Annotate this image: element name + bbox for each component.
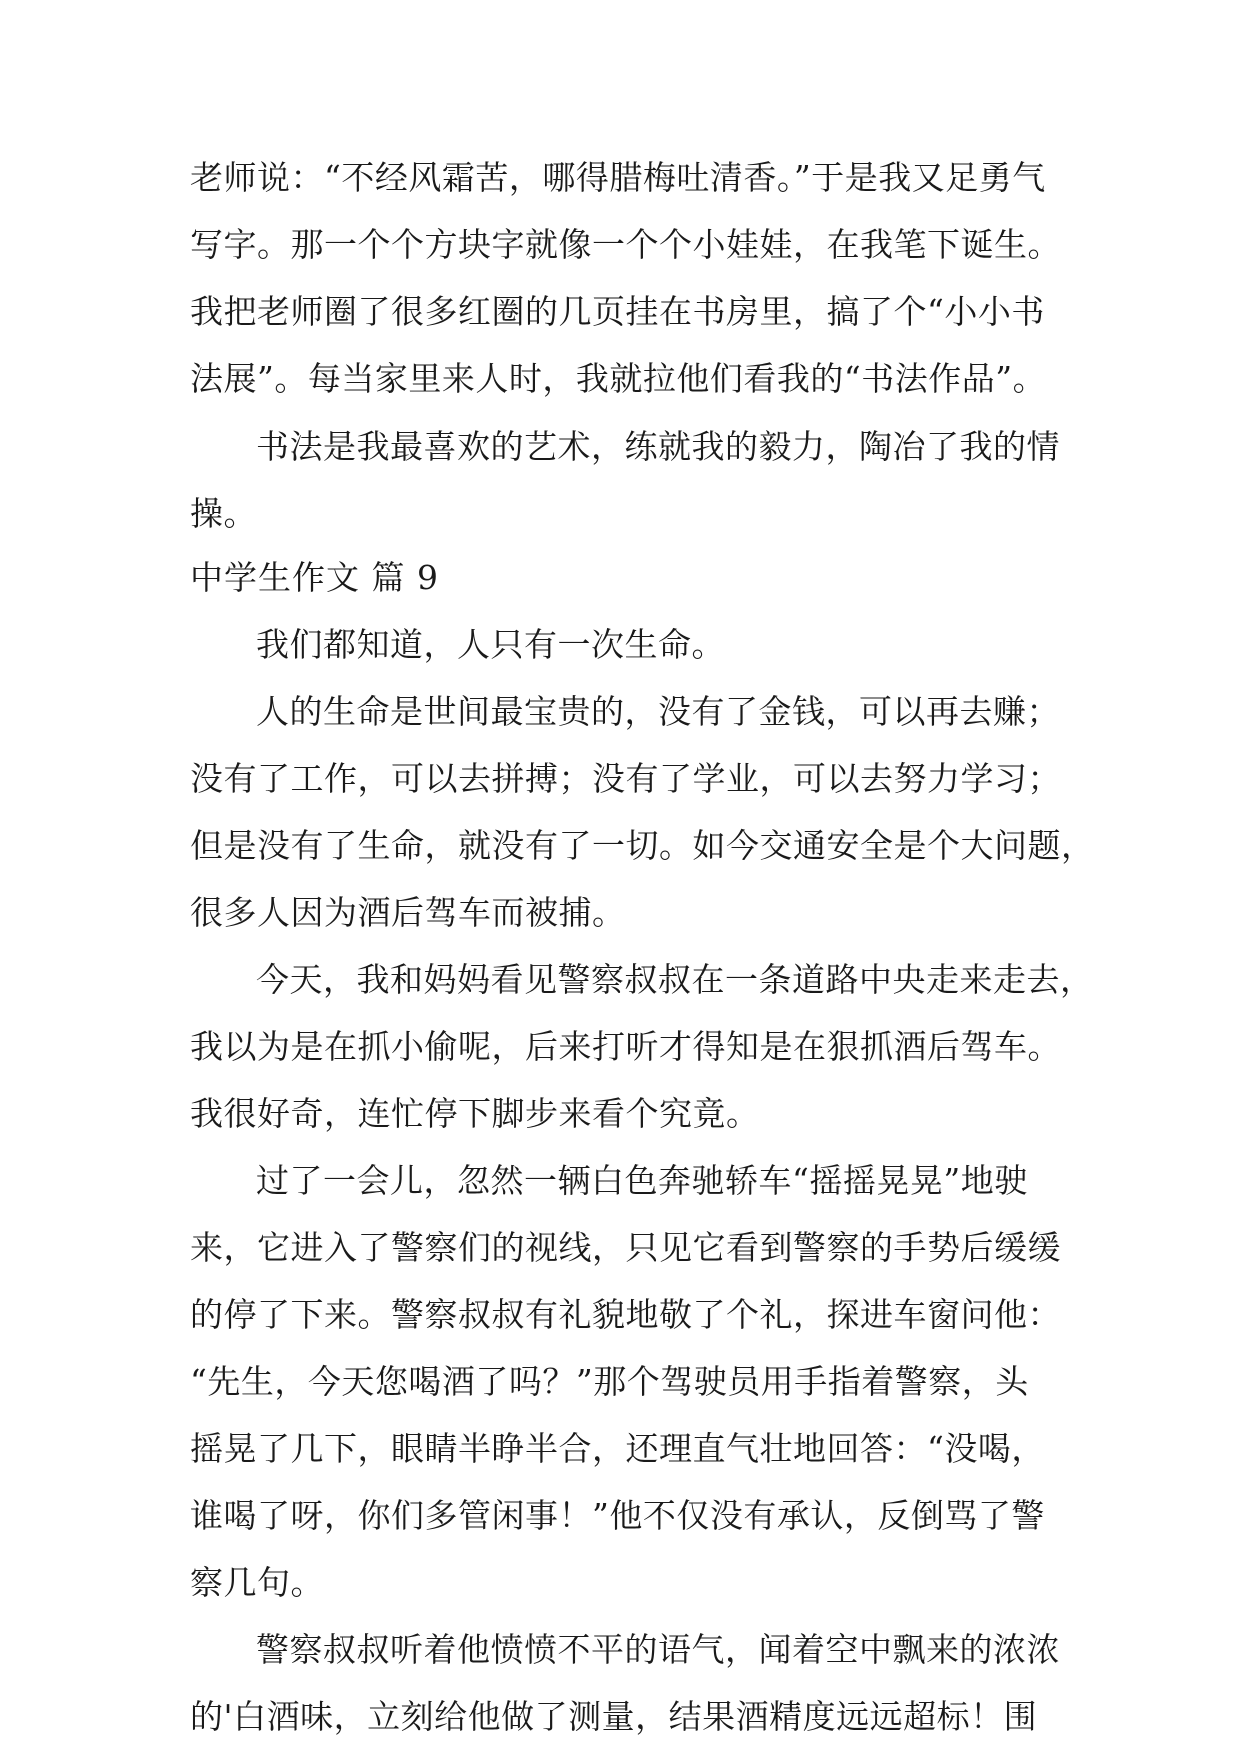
text-line: 我很好奇，连忙停下脚步来看个究竟。 (190, 1094, 760, 1133)
paragraph-start-line: 书法是我最喜欢的艺术，练就我的毅力，陶冶了我的情 (256, 427, 1060, 466)
text-line: 我把老师圈了很多红圈的几页挂在书房里，搞了个“小小书 (190, 292, 1045, 331)
text-line: 老师说：“不经风霜苦，哪得腊梅吐清香。”于是我又足勇气 (190, 158, 1046, 197)
text-line: 的停了下来。警察叔叔有礼貌地敬了个礼，探进车窗问他： (190, 1295, 1061, 1334)
paragraph-start-line: 警察叔叔听着他愤愤不平的语气，闻着空中飘来的浓浓 (256, 1630, 1060, 1669)
text-line: “先生，今天您喝酒了吗？”那个驾驶员用手指着警察，头 (190, 1362, 1029, 1401)
paragraph-start-line: 过了一会儿，忽然一辆白色奔驰轿车“摇摇晃晃”地驶 (256, 1161, 1028, 1200)
text-line: 没有了工作，可以去拼搏；没有了学业，可以去努力学习； (190, 759, 1061, 798)
text-line: 写字。那一个个方块字就像一个个小娃娃，在我笔下诞生。 (190, 225, 1061, 264)
text-line: 来，它进入了警察们的视线，只见它看到警察的手势后缓缓 (190, 1228, 1061, 1267)
text-line: 我以为是在抓小偷呢，后来打听才得知是在狠抓酒后驾车。 (190, 1027, 1061, 1066)
text-line: 察几句。 (190, 1563, 324, 1602)
text-line: 但是没有了生命，就没有了一切。如今交通安全是个大问题， (190, 826, 1095, 865)
paragraph-start-line: 人的生命是世间最宝贵的，没有了金钱，可以再去赚； (256, 692, 1060, 731)
text-line: 谁喝了呀，你们多管闲事！”他不仅没有承认，反倒骂了警 (190, 1496, 1045, 1535)
text-line: 很多人因为酒后驾车而被捕。 (190, 893, 626, 932)
text-line: 法展”。每当家里来人时，我就拉他们看我的“书法作品”。 (190, 359, 1047, 398)
text-line: 的'白酒味，立刻给他做了测量，结果酒精度远远超标！围 (190, 1697, 1038, 1736)
text-line: 摇晃了几下，眼睛半睁半合，还理直气壮地回答：“没喝， (190, 1429, 1045, 1468)
text-line: 操。 (190, 494, 257, 533)
paragraph-start-line: 我们都知道，人只有一次生命。 (256, 625, 725, 664)
paragraph-start-line: 今天，我和妈妈看见警察叔叔在一条道路中央走来走去， (256, 960, 1094, 999)
section-heading: 中学生作文 篇 9 (190, 558, 439, 597)
